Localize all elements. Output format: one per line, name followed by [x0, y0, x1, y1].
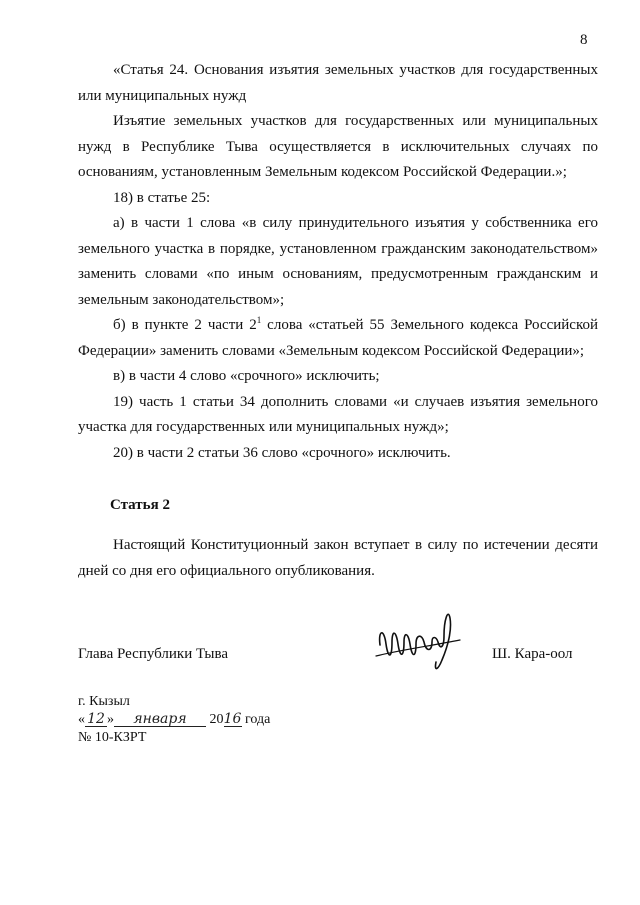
year-prefix: 20	[209, 712, 224, 727]
quote-open: «	[78, 712, 85, 727]
article-2-text: Настоящий Конституционный закон вступает в силу по истечении десяти дней со дня его официального опубликования.	[78, 537, 598, 579]
date-day: 12	[85, 712, 107, 727]
quote-close: »	[107, 712, 114, 727]
date-month: января	[114, 712, 206, 727]
handwritten-signature	[370, 600, 470, 680]
signatory-name: Ш. Кара-оол	[492, 646, 573, 662]
paragraph-item-19: 19) часть 1 статьи 34 дополнить словами «и случаев изъятия земельного участка для государственных или муниципальных нужд»;	[78, 393, 598, 435]
paragraph-item-18a: а) в части 1 слова «в силу принудительного изъятия у собственника его земельного участка в порядке, установленном гражданским законодательством» заменить словами «по иным основаниям, предусмотренным гражданским и земельным законодательством»;	[78, 215, 598, 308]
document-footer	[78, 693, 270, 747]
year-word: года	[245, 712, 271, 727]
paragraph-item-18c: в) в части 4 слово «срочного» исключить;	[113, 368, 380, 384]
signing-date	[78, 711, 270, 729]
city: г. Кызыл	[78, 694, 130, 709]
paragraph-item-20: 20) в части 2 статьи 36 слово «срочного» исключить.	[113, 444, 451, 461]
item-18b-part2: слова «статьей 55 Земельного кодекса Российской Федерации» заменить словами «Земельным кодексом Российской Федерации»;	[78, 317, 598, 359]
document-body	[78, 58, 598, 466]
page-number: 8	[580, 32, 588, 48]
item-18b-part1: б) в пункте 2 части 2	[113, 317, 257, 333]
article-2-heading: Статья 2	[110, 497, 170, 513]
superscript: 1	[256, 315, 262, 325]
paragraph-item-18: 18) в статье 25:	[113, 189, 211, 206]
law-number: № 10-КЗРТ	[78, 730, 147, 745]
paragraph-article-24-title: «Статья 24. Основания изъятия земельных участков для государственных или муниципальных нужд	[78, 62, 598, 104]
paragraph-item-18b	[78, 313, 598, 364]
signatory-title: Глава Республики Тыва	[78, 646, 229, 662]
date-year-suffix: 16	[223, 711, 242, 727]
paragraph-article-24-text: Изъятие земельных участков для государственных или муниципальных нужд в Республике Тыва осуществляется в исключительных случаях по основаниям, установленным Земельным кодексом Российской Федерации.»;	[78, 113, 598, 180]
